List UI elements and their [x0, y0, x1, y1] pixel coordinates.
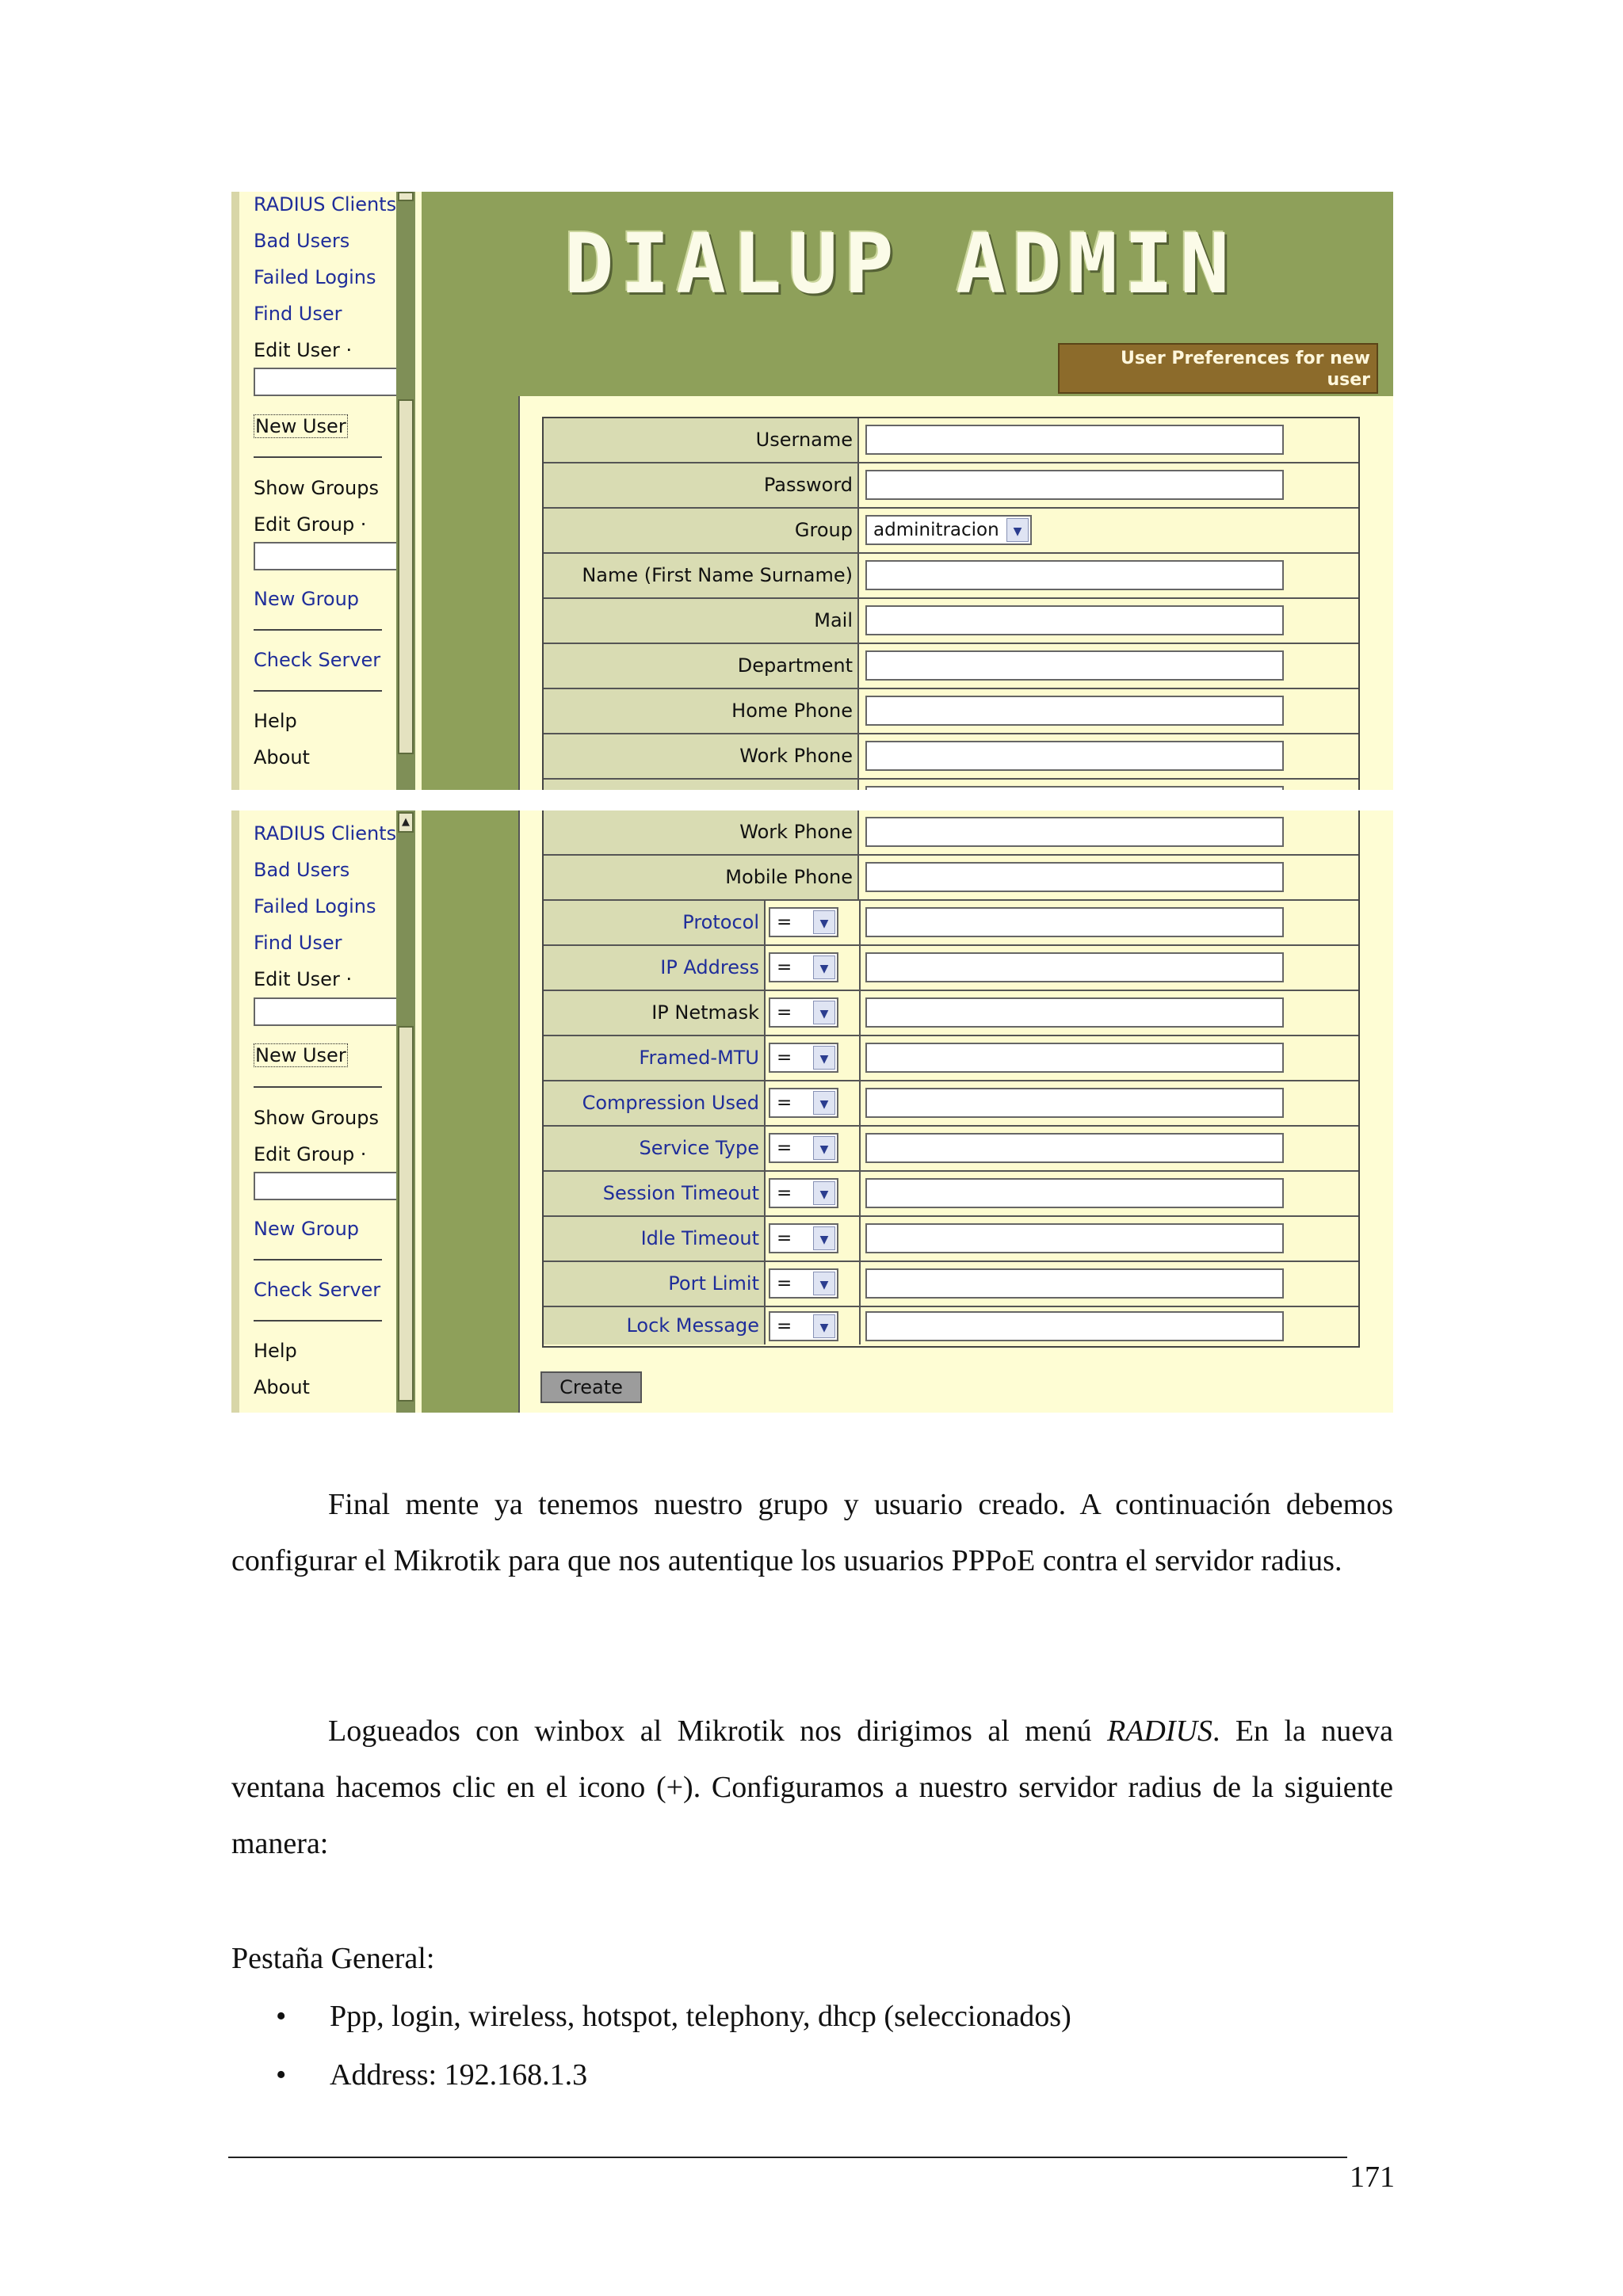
nav-show-groups[interactable]: Show Groups	[254, 477, 379, 499]
paragraph-2-start: Logueados con winbox al Mikrotik nos dirigimos al menú	[328, 1714, 1107, 1748]
bullet-glyph: •	[276, 2000, 287, 2033]
form-row-home-phone	[544, 689, 1358, 734]
nav-check-server[interactable]: Check Server	[254, 649, 381, 671]
nav-show-groups[interactable]: Show Groups	[254, 1107, 379, 1129]
form-row-mobile-phone	[544, 856, 1358, 901]
form-row-partial	[544, 780, 1358, 790]
operator-select[interactable]	[769, 1223, 838, 1253]
idle-timeout-input[interactable]	[865, 1223, 1284, 1253]
chevron-down-icon[interactable]: ▼	[813, 955, 835, 979]
edit-group-input[interactable]	[254, 1172, 398, 1200]
nav-new-user[interactable]: New User	[255, 415, 346, 437]
sidebar-edge	[231, 810, 239, 1413]
sidebar-menu	[231, 810, 422, 1413]
chevron-down-icon[interactable]: ▼	[813, 1272, 835, 1295]
form-row-ip-netmask	[544, 991, 1358, 1036]
chevron-down-icon[interactable]: ▼	[813, 1181, 835, 1205]
nav-radius-clients[interactable]: RADIUS Clients	[254, 822, 397, 845]
form-row-framed-mtu	[544, 1036, 1358, 1081]
bullet-text: Address: 192.168.1.3	[330, 2058, 588, 2092]
form-row-compression-used	[544, 1081, 1358, 1127]
nav-divider	[254, 690, 382, 692]
form-row-work-phone	[544, 734, 1358, 780]
port-limit-input[interactable]	[865, 1268, 1284, 1299]
label-group: Group	[544, 509, 859, 552]
form-row-ip-address	[544, 946, 1358, 991]
nav-divider	[254, 456, 382, 458]
home-phone-input[interactable]	[865, 696, 1284, 726]
mail-input[interactable]	[865, 605, 1284, 635]
nav-divider	[254, 1086, 382, 1088]
edit-user-input[interactable]	[254, 368, 398, 396]
nav-find-user[interactable]: Find User	[254, 932, 342, 954]
nav-new-group[interactable]: New Group	[254, 588, 360, 610]
operator-select[interactable]	[769, 1088, 838, 1118]
form-row-username	[544, 418, 1358, 463]
nav-failed-logins[interactable]: Failed Logins	[254, 266, 376, 288]
label-department: Department	[544, 644, 859, 688]
form-row-session-timeout	[544, 1172, 1358, 1217]
bullet-item	[231, 2046, 1393, 2104]
label-work-phone: Work Phone	[544, 734, 859, 778]
work-phone-input[interactable]	[865, 741, 1284, 771]
bullet-text: Ppp, login, wireless, hotspot, telephony, dhcp (seleccionados)	[330, 2000, 1071, 2033]
form-panel	[518, 810, 1393, 1413]
paragraph-1-text: Final mente ya tenemos nuestro grupo y usuario creado. A continuación debemos configurar el Mikrotik para que nos autentique los usuarios PPPoE contra el servidor radius.	[231, 1488, 1393, 1577]
operator-select[interactable]	[769, 1043, 838, 1073]
nav-about[interactable]: About	[254, 1376, 310, 1398]
work-phone-input[interactable]	[865, 817, 1284, 847]
edit-user-input[interactable]	[254, 997, 398, 1026]
user-form-table	[542, 417, 1360, 790]
scrollbar-thumb[interactable]	[398, 399, 414, 754]
mobile-phone-input[interactable]	[865, 862, 1284, 892]
nav-new-user[interactable]: New User	[255, 1044, 346, 1066]
name-input[interactable]	[865, 560, 1284, 590]
dialup-admin-banner: DIALUP ADMIN	[564, 215, 1236, 312]
form-row-password	[544, 463, 1358, 509]
nav-find-user[interactable]: Find User	[254, 303, 342, 325]
label-username: Username	[544, 418, 859, 462]
form-row-lock-message	[544, 1307, 1358, 1344]
nav-edit-user[interactable]: Edit User ·	[254, 339, 353, 361]
operator-select[interactable]	[769, 997, 838, 1028]
scroll-up-arrow-icon[interactable]: ▲	[398, 812, 414, 833]
radius-menu-emphasis: RADIUS	[1106, 1714, 1212, 1748]
preferences-line-1: User Preferences for new	[1120, 349, 1370, 368]
label-port-limit[interactable]: Port Limit	[544, 1262, 766, 1306]
nav-edit-group[interactable]: Edit Group ·	[254, 513, 367, 536]
operator-select[interactable]	[769, 1133, 838, 1163]
label-lock-message[interactable]: Lock Message	[544, 1307, 766, 1344]
sidebar-scrollbar[interactable]	[396, 810, 415, 1413]
chevron-down-icon[interactable]: ▼	[1006, 518, 1029, 542]
nav-bad-users[interactable]: Bad Users	[254, 230, 350, 252]
label-mobile-phone: Mobile Phone	[544, 856, 859, 899]
page-number: 171	[1350, 2161, 1395, 2194]
operator-value: =	[777, 1273, 792, 1294]
create-button[interactable]: Create	[540, 1371, 642, 1403]
nav-divider	[254, 1259, 382, 1261]
scrollbar-thumb[interactable]	[398, 1026, 414, 1402]
label-protocol[interactable]: Protocol	[544, 901, 766, 944]
chevron-down-icon[interactable]: ▼	[813, 1001, 835, 1024]
form-row-service-type	[544, 1127, 1358, 1172]
partial-input[interactable]	[865, 786, 1284, 790]
form-row-work-phone	[544, 810, 1358, 856]
chevron-down-icon[interactable]: ▼	[813, 910, 835, 934]
password-input[interactable]	[865, 470, 1284, 500]
label-ip-netmask: IP Netmask	[544, 991, 766, 1035]
protocol-input[interactable]	[865, 907, 1284, 937]
dialup-admin-screenshot-bottom	[231, 810, 1393, 1413]
nav-check-server[interactable]: Check Server	[254, 1279, 381, 1301]
service-type-input[interactable]	[865, 1133, 1284, 1163]
nav-bad-users[interactable]: Bad Users	[254, 859, 350, 881]
dialup-admin-screenshot-top	[231, 192, 1393, 790]
operator-value: =	[777, 1183, 792, 1203]
operator-select[interactable]	[769, 907, 838, 937]
operator-select[interactable]	[769, 952, 838, 982]
preferences-line-2: user	[1327, 370, 1370, 390]
footer-rule	[228, 2157, 1347, 2158]
chevron-down-icon[interactable]: ▼	[813, 1136, 835, 1160]
nav-radius-clients[interactable]: RADIUS Clients	[254, 193, 397, 215]
nav-new-group[interactable]: New Group	[254, 1218, 360, 1240]
ip-address-input[interactable]	[865, 952, 1284, 982]
ip-netmask-input[interactable]	[865, 997, 1284, 1028]
operator-value: =	[777, 1316, 792, 1337]
label-idle-timeout[interactable]: Idle Timeout	[544, 1217, 766, 1261]
paragraph-1	[231, 1477, 1393, 1589]
form-row-name	[544, 554, 1358, 599]
chevron-down-icon[interactable]: ▼	[813, 1046, 835, 1070]
chevron-down-icon[interactable]: ▼	[813, 1226, 835, 1250]
bullet-list	[231, 1987, 1393, 2104]
operator-select[interactable]	[769, 1311, 838, 1341]
operator-select[interactable]	[769, 1268, 838, 1299]
chevron-down-icon[interactable]: ▼	[813, 1314, 835, 1338]
form-row-idle-timeout	[544, 1217, 1358, 1262]
operator-value: =	[777, 912, 792, 933]
section-heading: Pestaña General:	[231, 1942, 435, 1975]
sidebar-menu	[231, 192, 422, 790]
operator-value: =	[777, 1138, 792, 1158]
label-mail: Mail	[544, 599, 859, 643]
label-framed-mtu[interactable]: Framed-MTU	[544, 1036, 766, 1080]
form-row-group	[544, 509, 1358, 554]
session-timeout-input[interactable]	[865, 1178, 1284, 1208]
operator-value: =	[777, 1093, 792, 1113]
nav-divider	[254, 1320, 382, 1322]
edit-group-input[interactable]	[254, 542, 398, 570]
bullet-glyph: •	[276, 2058, 287, 2092]
label-password: Password	[544, 463, 859, 507]
group-select-value: adminitracion	[873, 520, 999, 540]
label-compression-used[interactable]: Compression Used	[544, 1081, 766, 1125]
form-row-port-limit	[544, 1262, 1358, 1307]
operator-select[interactable]	[769, 1178, 838, 1208]
paragraph-2	[231, 1703, 1393, 1872]
label-name: Name (First Name Surname)	[544, 554, 859, 597]
department-input[interactable]	[865, 650, 1284, 681]
username-input[interactable]	[865, 425, 1284, 455]
sidebar-edge	[231, 192, 239, 790]
nav-help[interactable]: Help	[254, 710, 297, 732]
form-row-department	[544, 644, 1358, 689]
chevron-down-icon[interactable]: ▼	[813, 1091, 835, 1115]
group-select[interactable]	[865, 515, 1032, 545]
framed-mtu-input[interactable]	[865, 1043, 1284, 1073]
scroll-up-arrow-icon[interactable]	[398, 192, 414, 201]
nav-help[interactable]: Help	[254, 1340, 297, 1362]
attributes-form-table	[542, 810, 1360, 1348]
bullet-item	[231, 1987, 1393, 2046]
user-preferences-header	[1058, 343, 1378, 394]
nav-divider	[254, 629, 382, 631]
label-session-timeout[interactable]: Session Timeout	[544, 1172, 766, 1215]
label-work-phone: Work Phone	[544, 810, 859, 854]
nav-about[interactable]: About	[254, 746, 310, 769]
sidebar-scrollbar[interactable]	[396, 192, 415, 790]
label-partial	[544, 780, 859, 790]
label-service-type[interactable]: Service Type	[544, 1127, 766, 1170]
form-row-protocol	[544, 901, 1358, 946]
nav-edit-user[interactable]: Edit User ·	[254, 968, 353, 990]
paragraph-2-end: . En la nueva ventana hacemos clic en el icono (+). Configuramos a nuestro servidor radius de la siguiente manera:	[231, 1714, 1393, 1860]
operator-value: =	[777, 957, 792, 978]
lock-message-input[interactable]	[865, 1311, 1284, 1341]
label-home-phone: Home Phone	[544, 689, 859, 733]
operator-value: =	[777, 1047, 792, 1068]
label-ip-address[interactable]: IP Address	[544, 946, 766, 990]
operator-value: =	[777, 1002, 792, 1023]
nav-failed-logins[interactable]: Failed Logins	[254, 895, 376, 917]
operator-value: =	[777, 1228, 792, 1249]
nav-edit-group[interactable]: Edit Group ·	[254, 1143, 367, 1165]
compression-used-input[interactable]	[865, 1088, 1284, 1118]
form-row-mail	[544, 599, 1358, 644]
form-panel	[518, 396, 1393, 790]
